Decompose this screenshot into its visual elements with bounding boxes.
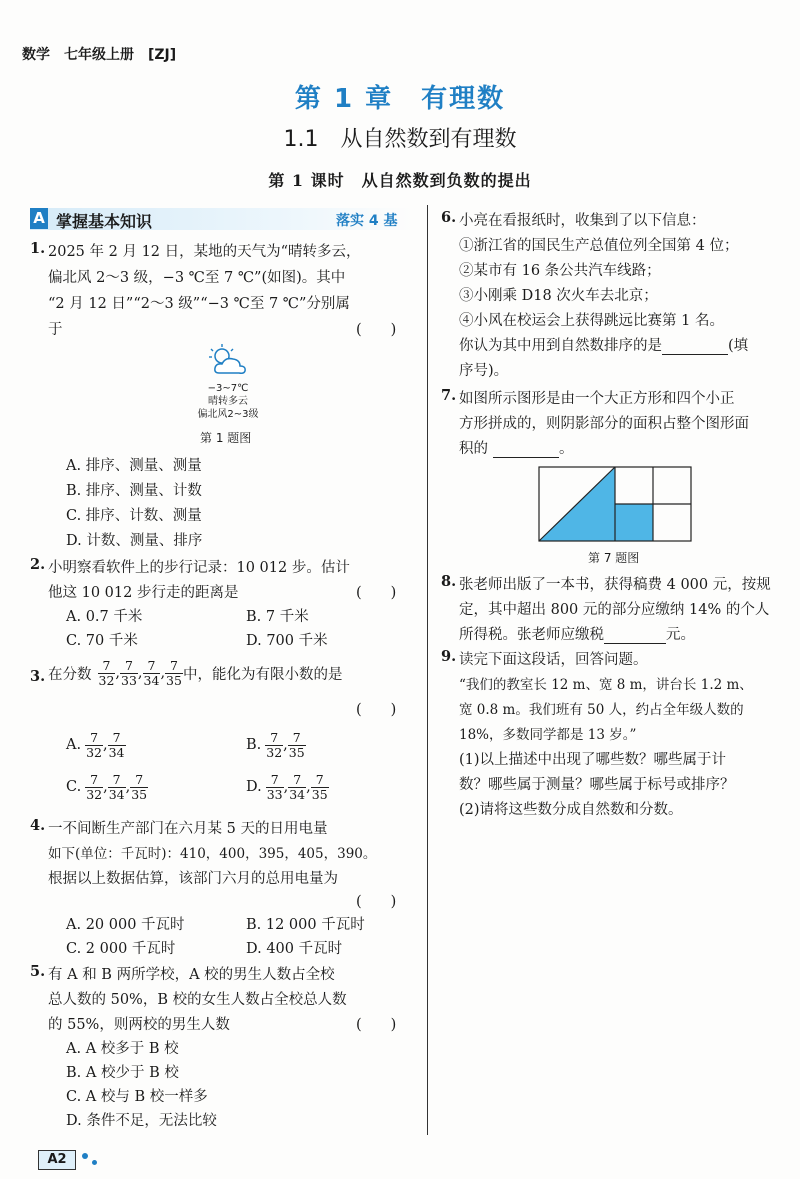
q1-line: 偏北风 2～3 级，−3 ℃至 7 ℃”(如图)。其中 [48, 270, 346, 286]
section-badge: A [30, 208, 48, 229]
option-d: D. 400 千瓦时 [246, 941, 343, 957]
weather-wind: 偏北风2~3级 [197, 409, 259, 420]
answer-blank [493, 457, 559, 458]
q2-number: 2. [30, 556, 46, 573]
q9-line: 读完下面这段话，回答问题。 [459, 652, 648, 668]
fraction: $\frac{7}{35}$ [166, 657, 182, 688]
q4-line: 一不间断生产部门在六月某 5 天的日用电量 [48, 821, 328, 837]
answer-blank [662, 354, 728, 355]
figure-caption: 第 7 题图 [588, 551, 640, 565]
q8-line: 所得税。张老师应缴税 元。 [459, 627, 695, 643]
q4-line: 如下(单位：千瓦时)：410，400，395，405，390。 [48, 846, 377, 862]
decor-dot [92, 1160, 97, 1165]
q6-line: ②某市有 16 条公共汽车线路； [459, 263, 661, 279]
q3-text: 在分数 [48, 666, 92, 683]
fraction: $\frac{7}{34}$ [143, 657, 160, 688]
option-c: C. $\frac{7}{32}$ , $\frac{7}{34}$ , $\frac{7}{35}$ [66, 771, 148, 802]
q1-line: 2025 年 2 月 12 日，某地的天气为“晴转多云， [48, 244, 361, 260]
q5-line: 总人数的 50%，B 校的女生人数占全校总人数 [48, 992, 347, 1008]
option-a: A. 0.7 千米 [66, 609, 143, 625]
q9-line: 18%，多数同学都是 13 岁。” [459, 727, 637, 743]
answer-paren: ( ) [356, 322, 397, 338]
q3-text: 中，能化为有限小数的是 [182, 666, 343, 683]
section-banner-tag: 落实 4 基 [336, 213, 398, 229]
q8-number: 8. [441, 573, 457, 590]
q1-number: 1. [30, 240, 46, 257]
q9-number: 9. [441, 648, 457, 665]
answer-paren: ( ) [356, 702, 397, 718]
option-b: B. 排序、测量、计数 [66, 483, 202, 499]
column-divider [427, 205, 428, 1135]
option-a: A. 排序、测量、测量 [66, 458, 202, 474]
q9-line: “我们的教室长 12 m、宽 8 m，讲台长 1.2 m、 [459, 677, 753, 693]
option-d: D. 700 千米 [246, 633, 328, 649]
q8-line: 定，其中超出 800 元的部分应缴纳 14% 的个人 [459, 602, 770, 618]
option-c: C. 2 000 千瓦时 [66, 941, 176, 957]
q5-line: 的 55%，则两校的男生人数 [48, 1017, 230, 1033]
answer-paren: ( ) [356, 585, 397, 601]
q5-line: 有 A 和 B 两所学校，A 校的男生人数占全校 [48, 967, 335, 983]
option-d: D. 条件不足，无法比较 [66, 1113, 217, 1129]
q7-line: 方形拼成的，则阴影部分的面积占整个图形面 [459, 416, 749, 432]
section-banner-title: 掌握基本知识 [56, 212, 153, 231]
answer-blank [604, 643, 666, 644]
option-d: D. 计数、测量、排序 [66, 533, 203, 549]
q7-number: 7. [441, 387, 457, 404]
q7-line: 如图所示图形是由一个大正方形和四个小正 [459, 391, 735, 407]
q5-number: 5. [30, 963, 46, 980]
figure-caption: 第 1 题图 [200, 431, 252, 445]
q6-line: ④小风在校运会上获得跳远比赛第 1 名。 [459, 313, 724, 329]
q9-line: 宽 0.8 m。我们班有 50 人，约占全年级人数的 [459, 702, 744, 718]
option-a: A. A 校多于 B 校 [66, 1041, 179, 1057]
q9-line: (2)请将这些数分成自然数和分数。 [459, 802, 683, 818]
book-header: 数学 七年级上册 [ZJ] [22, 47, 177, 63]
option-b: B. 7 千米 [246, 609, 309, 625]
q7-answer: 。 [493, 437, 574, 458]
q4-line: 根据以上数据估算，该部门六月的总用电量为 [48, 871, 338, 887]
q3-number: 3. [30, 668, 46, 685]
option-c: C. 70 千米 [66, 633, 138, 649]
q1-line: “2 月 12 日”“2～3 级”“−3 ℃至 7 ℃”分别属 [48, 296, 350, 312]
q6-number: 6. [441, 209, 457, 226]
answer-paren: ( ) [356, 1017, 397, 1033]
q6-question: 你认为其中用到自然数排序的是 (填 [459, 338, 749, 354]
q9-line: (1)以上描述中出现了哪些数？哪些属于计 [459, 752, 727, 768]
page-number: A2 [38, 1150, 76, 1170]
weather-condition: 晴转多云 [208, 396, 248, 407]
q1-line: 于 [48, 322, 63, 338]
q6-line: ③小刚乘 D18 次火车去北京； [459, 288, 658, 304]
q9-line: 数？哪些属于测量？哪些属于标号或排序？ [459, 777, 735, 793]
q3-stem: 在分数 $\frac{7}{32}$ , $\frac{7}{33}$ , $\frac{7}{34}$ , $\frac{7}{35}$ 中，能化为有限小数的是 [48, 657, 343, 688]
q6-line: 小亮在看报纸时，收集到了以下信息： [459, 213, 706, 229]
option-a: A. 20 000 千瓦时 [66, 917, 185, 933]
square-figure [538, 466, 698, 542]
option-c: C. 排序、计数、测量 [66, 508, 202, 524]
shaded-square [615, 504, 653, 541]
q2-line: 小明察看软件上的步行记录：10 012 步。估计 [48, 560, 350, 576]
decor-dot [82, 1153, 88, 1159]
option-b: B. $\frac{7}{32}$ , $\frac{7}{35}$ [246, 729, 305, 760]
weather-temp: −3~7℃ [207, 383, 249, 394]
fraction: $\frac{7}{32}$ [98, 657, 115, 688]
sun-cloud-icon [206, 343, 250, 377]
option-d: D. $\frac{7}{33}$ , $\frac{7}{34}$ , $\frac{7}{35}$ [246, 771, 328, 802]
q8-line: 张老师出版了一本书，获得稿费 4 000 元，按规 [459, 577, 771, 593]
q2-line: 他这 10 012 步行走的距离是 [48, 585, 239, 601]
option-c: C. A 校与 B 校一样多 [66, 1089, 208, 1105]
q6-line: ①浙江省的国民生产总值位列全国第 4 位； [459, 238, 739, 254]
fraction: $\frac{7}{33}$ [121, 657, 137, 688]
option-a: A. $\frac{7}{32}$ , $\frac{7}{34}$ [66, 729, 125, 760]
q4-number: 4. [30, 817, 46, 834]
q6-question-cont: 序号)。 [459, 363, 509, 379]
option-b: B. 12 000 千瓦时 [246, 917, 365, 933]
option-b: B. A 校少于 B 校 [66, 1065, 179, 1081]
section-title: 1.1 从自然数到有理数 [283, 127, 517, 152]
answer-paren: ( ) [356, 894, 397, 910]
chapter-title: 第 1 章 有理数 [294, 84, 506, 114]
lesson-title: 第 1 课时 从自然数到负数的提出 [268, 171, 532, 190]
q7-line: 积的 [459, 441, 488, 457]
